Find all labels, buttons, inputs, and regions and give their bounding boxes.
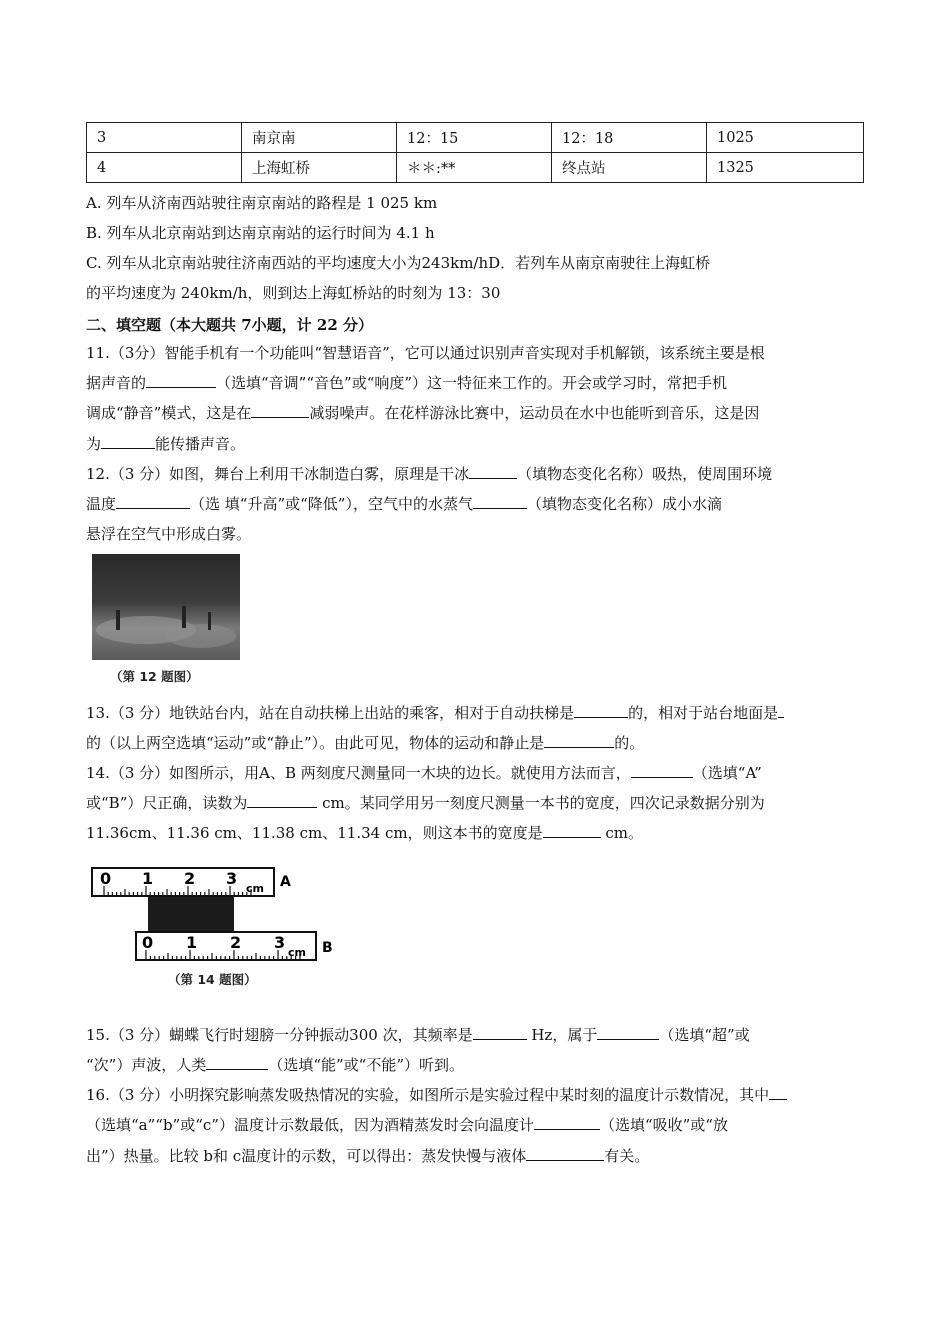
table-row — [87, 153, 864, 183]
train-schedule-table — [86, 122, 864, 183]
q11-text: 能传播声音。 — [155, 435, 246, 453]
table-cell: 南京南 — [242, 123, 397, 153]
ruler-a-label: A — [280, 874, 291, 890]
answer-blank[interactable] — [146, 373, 216, 388]
q11-text: 为 — [86, 435, 102, 453]
answer-blank[interactable] — [101, 434, 155, 449]
q14-text: cm。某同学用另一刻度尺测量一本书的宽度，四次记录数据分别为 — [317, 794, 765, 812]
q11-line3 — [86, 403, 759, 423]
q11-line4 — [86, 434, 245, 454]
q11-line2 — [86, 373, 727, 393]
q14-text: 或“B”）尺正确，读数为 — [86, 794, 248, 812]
q14-text: 14.（3 分）如图所示，用A、B 两刻度尺测量同一木块的边长。就使用方法而言， — [86, 764, 631, 782]
q16-text: 有关。 — [604, 1147, 650, 1165]
option-c-line2: 的平均速度为 240km/h，则到达上海虹桥站的时刻为 13：30 — [86, 284, 501, 302]
answer-blank[interactable] — [631, 763, 693, 778]
figure-caption: （第 14 题图） — [168, 972, 257, 987]
answer-blank[interactable] — [206, 1055, 268, 1070]
q13-text: 13.（3 分）地铁站台内，站在自动扶梯上出站的乘客，相对于自动扶梯是 — [86, 704, 575, 722]
answer-blank[interactable] — [251, 403, 309, 418]
q12-text: 12.（3 分）如图，舞台上利用干冰制造白雾，原理是干冰 — [86, 465, 470, 483]
q11-text: 减弱噪声。在花样游泳比赛中，运动员在水中也能听到音乐，这是因 — [309, 404, 760, 422]
answer-blank[interactable] — [574, 703, 628, 718]
ruler-b-mark: 2 — [230, 933, 242, 952]
q16-line1 — [86, 1085, 787, 1105]
q15-text: （选填“超”或 — [659, 1026, 750, 1044]
q12-text: 温度 — [86, 495, 117, 513]
q16-line2 — [86, 1115, 728, 1135]
table-cell: 4 — [87, 153, 242, 183]
ruler-b-mark: 0 — [142, 933, 154, 952]
option-b: B. 列车从北京南站到达南京南站的运行时间为 4.1 h — [86, 224, 435, 242]
ruler-a-mark: 3 — [226, 869, 238, 888]
answer-blank[interactable] — [116, 494, 190, 509]
q11-text: 据声音的 — [86, 374, 147, 392]
table-cell: 上海虹桥 — [242, 153, 397, 183]
ruler-a-unit: cm — [246, 882, 264, 895]
answer-blank[interactable] — [544, 733, 614, 748]
q13-line2 — [86, 733, 644, 753]
ruler-a-mark: 2 — [184, 869, 196, 888]
option-a: A. 列车从济南西站驶往南京南站的路程是 1 025 km — [86, 194, 438, 212]
q15-text: Hz，属于 — [526, 1026, 598, 1044]
q12-line1 — [86, 464, 772, 484]
table-row — [87, 123, 864, 153]
table-cell: 12：15 — [397, 123, 552, 153]
q14-line3 — [86, 823, 643, 843]
q14-text: （选填“A” — [692, 764, 762, 782]
q11-text: 调成“静音”模式，这是在 — [86, 404, 252, 422]
q15-line1 — [86, 1025, 750, 1045]
answer-blank[interactable] — [543, 823, 601, 838]
table-cell: 1025 — [707, 123, 864, 153]
answer-blank[interactable] — [469, 464, 517, 479]
q16-line3 — [86, 1146, 649, 1166]
q12-line3: 悬浮在空气中形成白雾。 — [86, 525, 252, 543]
table-cell: 终点站 — [552, 153, 707, 183]
q15-line2 — [86, 1055, 464, 1075]
table-cell: ＊＊:** — [397, 153, 552, 183]
wooden-block — [148, 896, 234, 932]
answer-blank[interactable] — [473, 1025, 527, 1040]
q11-line1: 11.（3分）智能手机有一个功能叫“智慧语音”，它可以通过识别声音实现对手机解锁，该系统主要是根 — [86, 344, 765, 362]
ruler-a-mark: 1 — [142, 869, 154, 888]
ruler-b-unit: cm — [288, 946, 306, 959]
q16-text: 16.（3 分）小明探究影响蒸发吸热情况的实验，如图所示是实验过程中某时刻的温度计示数情况，其中 — [86, 1086, 770, 1104]
ruler-a-mark: 0 — [100, 869, 112, 888]
q12-text: （填物态变化名称）成小水滴 — [526, 495, 722, 513]
answer-blank[interactable] — [473, 494, 527, 509]
section-heading: 二、填空题（本大题共 7小题，计 22 分） — [86, 316, 373, 334]
q14-line2 — [86, 793, 765, 813]
answer-blank[interactable] — [778, 703, 784, 718]
option-c-line1: C. 列车从北京南站驶往济南西站的平均速度大小为243km/hD．若列车从南京南驶往上海虹桥 — [86, 254, 711, 272]
answer-blank[interactable] — [597, 1025, 659, 1040]
q16-text: 出”）热量。比较 b和 c温度计的示数，可以得出：蒸发快慢与液体 — [86, 1147, 527, 1165]
ruler-b-label: B — [322, 940, 333, 956]
q14-text: 11.36cm、11.36 cm、11.38 cm、11.34 cm，则这本书的宽度是 — [86, 824, 543, 842]
table-cell: 1325 — [707, 153, 864, 183]
q12-text: （选 填“升高”或“降低”），空气中的水蒸气 — [190, 495, 473, 513]
q15-text: 15.（3 分）蝴蝶飞行时翅膀一分钟振动300 次，其频率是 — [86, 1026, 473, 1044]
figure-caption: （第 12 题图） — [110, 669, 199, 684]
q12-text: （填物态变化名称）吸热，使周围环境 — [517, 465, 773, 483]
table-cell: 12：18 — [552, 123, 707, 153]
table-cell: 3 — [87, 123, 242, 153]
q13-line1 — [86, 703, 784, 723]
q13-text: 的（以上两空选填“运动”或“静止”）。由此可见，物体的运动和静止是 — [86, 734, 545, 752]
q15-text: （选填“能”或“不能”）听到。 — [268, 1056, 465, 1074]
q13-text: 的。 — [614, 734, 645, 752]
q15-text: “次”）声波，人类 — [86, 1056, 207, 1074]
q16-text: （选填“吸收”或“放 — [599, 1116, 728, 1134]
answer-blank[interactable] — [534, 1115, 600, 1130]
q16-text: （选填“a”“b”或“c”）温度计示数最低，因为酒精蒸发时会向温度计 — [86, 1116, 534, 1134]
q14-line1 — [86, 763, 762, 783]
answer-blank[interactable] — [769, 1085, 787, 1100]
q12-line2 — [86, 494, 722, 514]
answer-blank[interactable] — [526, 1146, 604, 1161]
q11-text: （选填“音调”“音色”或“响度”）这一特征来工作的。开会或学习时，常把手机 — [216, 374, 728, 392]
q14-text: cm。 — [600, 824, 643, 842]
q13-text: 的，相对于站台地面是 — [628, 704, 779, 722]
answer-blank[interactable] — [247, 793, 317, 808]
ruler-b-mark: 1 — [186, 933, 198, 952]
ruler-b-mark: 3 — [274, 933, 286, 952]
